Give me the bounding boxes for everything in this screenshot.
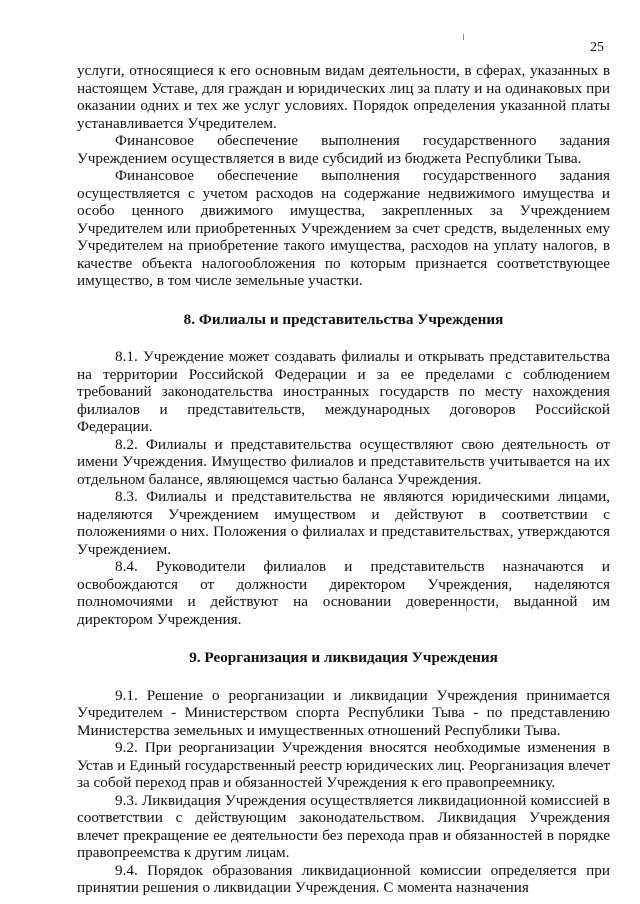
paragraph: 9.2. При реорганизации Учреждения вносятся необходимые изменения в Устав и Единый государственный реестр юридических лиц. Реорганизация влечет за собой переход прав и обязанностей Учреждения к его правопреемнику.: [77, 739, 610, 791]
paragraph: 8.4. Руководители филиалов и представительств назначаются и освобождаются от должности директором Учреждения, наделяются полномочиями и действуют на основании доверенности, выданной им директором Учреждения.: [77, 558, 610, 628]
paragraph: 8.3. Филиалы и представительства не являются юридическими лицами, наделяются Учреждением имуществом и действуют в соответствии с положениями о них. Положения о филиалах и представительствах, утверждаются Учреждением.: [77, 488, 610, 558]
section-8-heading: 8. Филиалы и представительства Учреждения: [183, 310, 504, 328]
paragraph: 8.2. Филиалы и представительства осуществляют свою деятельность от имени Учреждения. Имущество филиалов и представительств учитывается на их отдельном балансе, являющемся частью баланса Учреждения.: [77, 435, 610, 488]
paragraph: 9.3. Ликвидация Учреждения осуществляется ликвидационной комиссией в соответствии с действующим законодательством. Ликвидация Учреждения влечет прекращение ее деятельности без перехода прав и обязанностей в порядке правопреемства к другим лицам.: [77, 791, 610, 861]
document-body: [77, 62, 610, 897]
paragraph: 9.1. Решение о реорганизации и ликвидации Учреждения принимается Учредителем - Министерством спорта Республики Тыва - по представлению Министерства земельных и имущественных отношений Республики Тыва.: [77, 686, 610, 739]
scan-mark: [463, 34, 464, 40]
paragraph: 9.4. Порядок образования ликвидационной комиссии определяется при принятии решения о ликвидации Учреждения. С момента назначения: [77, 861, 610, 896]
section-9-heading: 9. Реорганизация и ликвидация Учреждения: [189, 649, 498, 666]
paragraph: услуги, относящиеся к его основным видам деятельности, в сферах, указанных в настоящем Уставе, для граждан и юридических лиц за плату и на одинаковых при оказании одних и тех же услуг условиях. Порядок определения указанной платы устанавливается Учредителем.: [77, 62, 610, 132]
paragraph: 8.1. Учреждение может создавать филиалы и открывать представительства на территории Российской Федерации и за ее пределами с соблюдением требований законодательства иностранных государств по месту нахождения филиалов и представительств, международных договоров Российской Федерации.: [77, 348, 610, 435]
page-number: 25: [590, 40, 604, 55]
paragraph: Финансовое обеспечение выполнения государственного задания Учреждением осуществляется в виде субсидий из бюджета Республики Тыва.: [77, 132, 610, 167]
paragraph: Финансовое обеспечение выполнения государственного задания осуществляется с учетом расходов на содержание недвижимого имущества и особо ценного движимого имущества, закрепленных за Учреждением Учредителем или приобретенных Учреждением за счет средств, выделенных ему Учредителем на приобретение такого имущества, расходов на уплату налогов, в качестве объекта налогообложения по которым признается соответствующее имущество, в том числе земельные участки.: [77, 167, 610, 289]
